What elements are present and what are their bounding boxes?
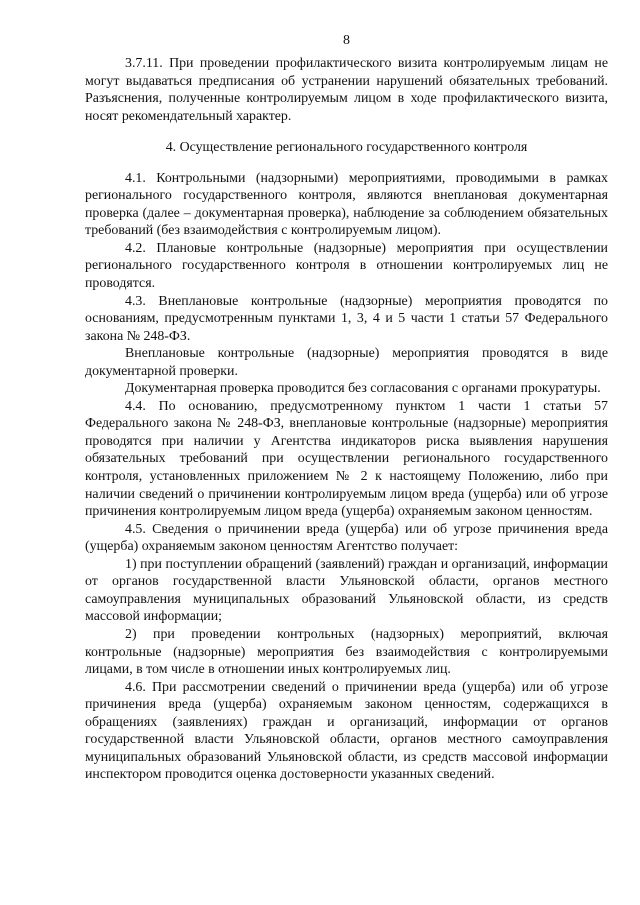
paragraph-4-4: 4.4. По основанию, предусмотренному пунктом 1 части 1 статьи 57 Федерального закона № 248-ФЗ, внеплановые контрольные (надзорные) мероприятия проводятся при наличии у Агентства индикаторов риска выявления нарушения обязательных требований при осуществлении регионального государственного контроля, установленных приложением № 2 к настоящему Положению, либо при наличии сведений о причинении контролируемым лицом вреда (ущерба) или об угрозе причинения контролируемым лицом вреда (ущерба) охраняемым законом ценностям. xyxy=(85,398,608,520)
document-page xyxy=(85,0,608,905)
paragraph-4-3: 4.3. Внеплановые контрольные (надзорные) мероприятия проводятся по основаниям, предусмотренным пунктами 1, 3, 4 и 5 части 1 статьи 57 Федерального закона № 248-ФЗ. xyxy=(85,293,608,344)
paragraph-4-5: 4.5. Сведения о причинении вреда (ущерба) или об угрозе причинения вреда (ущерба) охраняемым законом ценностям Агентство получает: xyxy=(85,521,608,555)
paragraph-4-2: 4.2. Плановые контрольные (надзорные) мероприятия при осуществлении регионального государственного контроля в отношении контролируемых лиц не проводятся. xyxy=(85,240,608,292)
paragraph-4-6: 4.6. При рассмотрении сведений о причинении вреда (ущерба) или об угрозе причинения вреда (ущерба) охраняемым законом ценностям, содержащихся в обращениях (заявлениях) граждан и организаций, информации от органов государственной власти Ульяновской области, органов местного самоуправления муниципальных образований Ульяновской области, из средств массовой информации инспектором проводится оценка достоверности указанных сведений. xyxy=(85,679,608,783)
paragraph-4-1: 4.1. Контрольными (надзорными) мероприятиями, проводимыми в рамках регионального государственного контроля, являются внеплановая документарная проверка (далее – документарная проверка), наблюдение за соблюдением обязательных требований (без взаимодействия с контролируемым лицом). xyxy=(85,170,608,239)
paragraph-3-7-11: 3.7.11. При проведении профилактического визита контролируемым лицам не могут выдаваться предписания об устранении нарушений обязательных требований. Разъяснения, полученные контролируемым лицом в ходе профилактического визита, носят рекомендательный характер. xyxy=(85,56,608,124)
document-body xyxy=(85,55,608,784)
paragraph-4-5-item-1: 1) при поступлении обращений (заявлений) граждан и организаций, информации от органов государственной власти Ульяновской области, органов местного самоуправления муниципальных образований Ульяновской области, из средств массовой информации; xyxy=(85,556,608,625)
paragraph-4-3-note-2: Документарная проверка проводится без согласования с органами прокуратуры. xyxy=(125,381,601,397)
paragraph-4-3-note-1: Внеплановые контрольные (надзорные) мероприятия проводятся в виде документарной проверки. xyxy=(85,346,608,379)
paragraph-4-5-item-2: 2) при проведении контрольных (надзорных) мероприятий, включая контрольные (надзорные) мероприятия без взаимодействия с контролируемыми лицами, в том числе в отношении иных контролируемых лиц. xyxy=(85,626,608,678)
section-heading-4: 4. Осуществление регионального государственного контроля xyxy=(165,140,528,156)
page-number: 8 xyxy=(343,33,350,48)
